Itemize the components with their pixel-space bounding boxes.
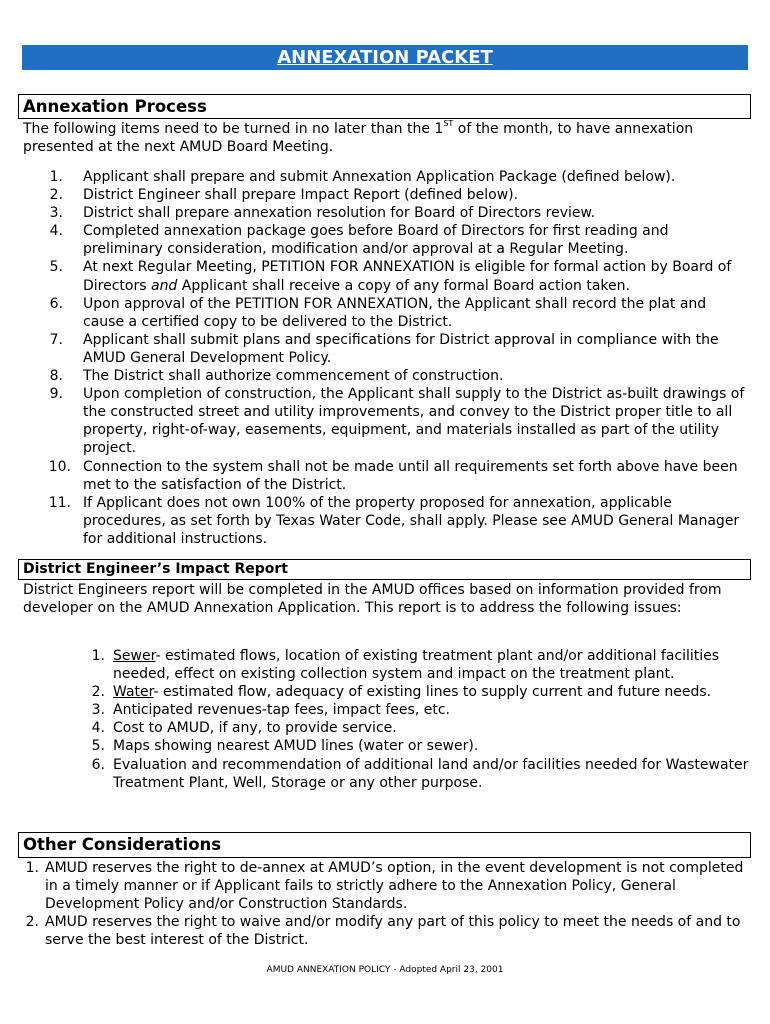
list-item: 4. Completed annexation package goes before Board of Directors for first reading and preliminary consideration, modification and/or approval at a Regular Meeting. [49,223,669,258]
other-considerations-list [25,859,755,949]
list-item: 8. The District shall authorize commencement of construction. [49,368,504,385]
process-steps-list [48,168,751,548]
list-item: 2. Water- estimated flow, adequacy of existing lines to supply current and future needs. [91,684,712,701]
page-footer: AMUD ANNEXATION POLICY - Adopted April 23, 2001 [266,965,504,975]
list-item: 11. If Applicant does not own 100% of the property proposed for annexation, applicable procedures, as set forth by Texas Water Code, shall apply. Please see AMUD General Manager for additional instructions. [48,494,740,547]
annexation-process-heading: Annexation Process [18,94,751,119]
list-item: 5. At next Regular Meeting, PETITION FOR ANNEXATION is eligible for formal action by Board of Directors and Applicant shall receive a copy of any formal Board action taken. [49,259,732,294]
impact-report-heading: District Engineer’s Impact Report [18,559,751,580]
packet-title: ANNEXATION PACKET [277,47,493,68]
list-item: 1. Sewer- estimated flows, location of existing treatment plant and/or additional facilities needed, effect on existing collection system and impact on the treatment plant. [91,648,720,683]
list-item: 1. Applicant shall prepare and submit Annexation Application Package (defined below). [49,169,676,185]
list-item: 3. Anticipated revenues-tap fees, impact fees, etc. [91,702,450,719]
list-item: 5. Maps showing nearest AMUD lines (water or sewer). [91,738,479,755]
packet-title-banner [22,45,748,70]
impact-issues-list [91,647,753,792]
list-item: 6. Evaluation and recommendation of additional land and/or facilities needed for Wastewater Treatment Plant, Well, Storage or any other purpose. [91,756,749,791]
impact-intro: District Engineers report will be completed in the AMUD offices based on information provided from developer on the AMUD Annexation Application. This report is to address the following issues: [23,582,722,617]
list-item: 1. AMUD reserves the right to de-annex at AMUD’s option, in the event development is not completed in a timely manner or if Applicant fails to strictly adhere to the Annexation Policy, General Development Policy and/or Construction Standards. [25,860,744,913]
process-intro: The following items need to be turned in no later than the 1ST of the month, to have annexation presented at the next AMUD Board Meeting. [23,119,694,156]
list-item: 9. Upon completion of construction, the Applicant shall supply to the District as-built drawings of the constructed street and utility improvements, and convey to the District proper title to all property, right-of-way, easements, equipment, and materials installed as part of the utility project. [49,386,745,457]
other-considerations-heading: Other Considerations [18,832,751,858]
list-item: 3. District shall prepare annexation resolution for Board of Directors review. [49,205,596,222]
list-item: 2. District Engineer shall prepare Impact Report (defined below). [49,187,519,204]
list-item: 6. Upon approval of the PETITION FOR ANNEXATION, the Applicant shall record the plat and cause a certified copy to be delivered to the District. [49,295,707,330]
list-item: 2. AMUD reserves the right to waive and/or modify any part of this policy to meet the needs of and to serve the best interest of the District. [25,914,741,949]
list-item: 10. Connection to the system shall not be made until all requirements set forth above have been met to the satisfaction of the District. [48,458,738,493]
list-item: 7. Applicant shall submit plans and specifications for District approval in compliance with the AMUD General Development Policy. [49,331,719,366]
list-item: 4. Cost to AMUD, if any, to provide service. [91,720,397,737]
